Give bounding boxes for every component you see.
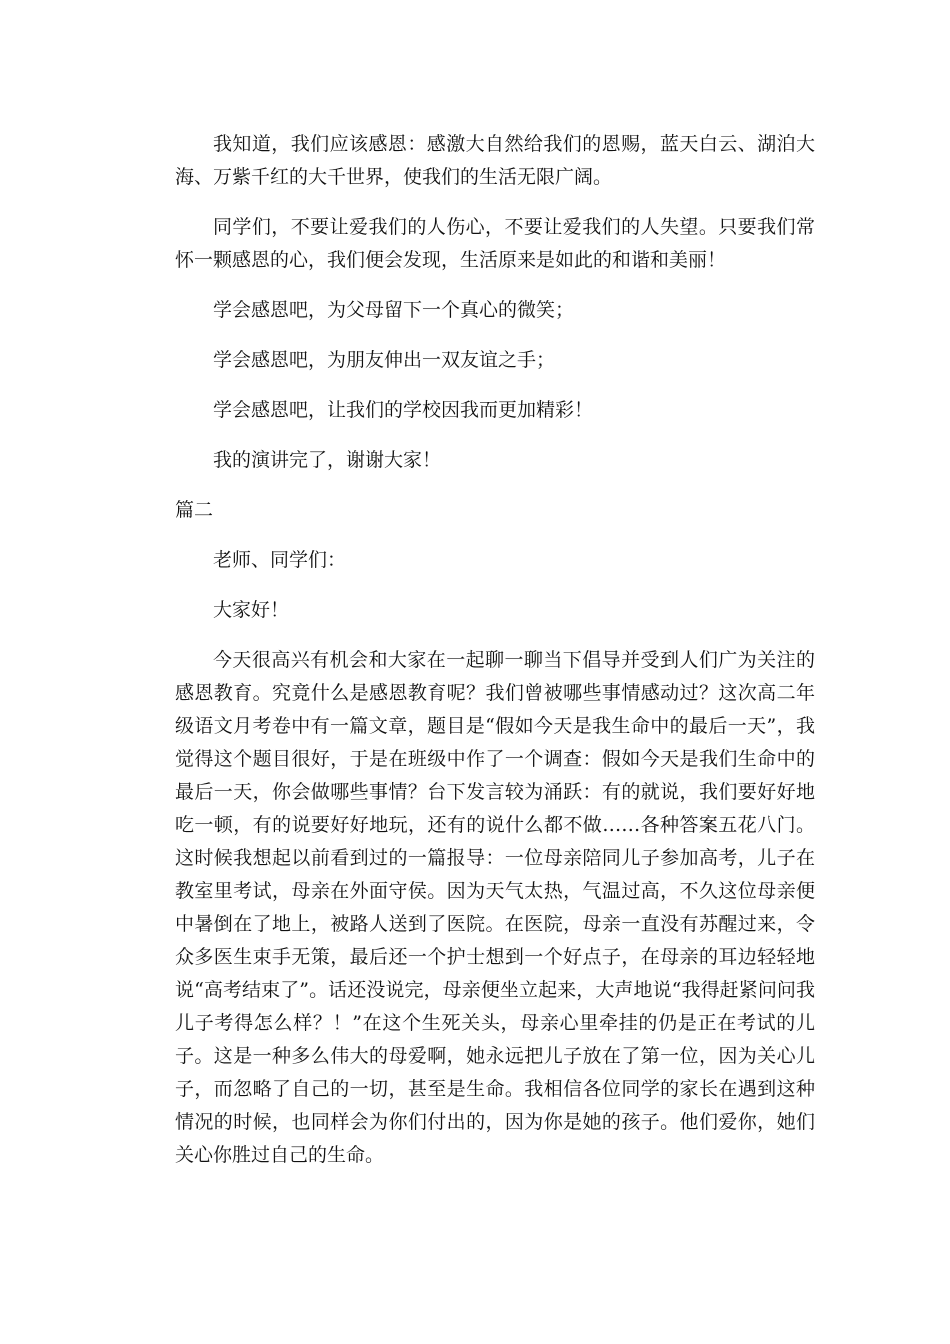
document-body [175, 128, 815, 1189]
paragraph-gratitude-nature: 我知道，我们应该感恩：感激大自然给我们的恩赐，蓝天白云、湖泊大海、万紫千红的大千世界，使我们的生活无限广阔。 [175, 133, 815, 188]
paragraph-speech-end: 我的演讲完了，谢谢大家！ [213, 449, 442, 471]
paragraph-gratitude-education: 今天很高兴有机会和大家在一起聊一聊当下倡导并受到人们广为关注的感恩教育。究竟什么是感恩教育呢？我们曾被哪些事情感动过？这次高二年级语文月考卷中有一篇文章，题目是“假如今天是我生命中的最后一天”，我觉得这个题目很好，于是在班级中作了一个调查：假如今天是我们生命中的最后一天，你会做哪些事情？台下发言较为涌跃：有的就说，我们要好好地吃一顿，有的说要好好地玩，还有的说什么都不做……各种答案五花八门。这时候我想起以前看到过的一篇报导：一位母亲陪同儿子参加高考，儿子在教室里考试，母亲在外面守侯。因为天气太热，气温过高，不久这位母亲便中暑倒在了地上，被路人送到了医院。在医院，母亲一直没有苏醒过来，令众多医生束手无策，最后还一个护士想到一个好点子，在母亲的耳边轻轻地说“高考结束了”。话还没说完，母亲便坐立起来，大声地说“我得赶紧问问我儿子考得怎么样？！”在这个生死关头，母亲心里牵挂的仍是正在考试的儿子。这是一种多么伟大的母爱啊，她永远把儿子放在了第一位，因为关心儿子，而忽略了自己的一切，甚至是生命。我相信各位同学的家长在遇到这种情况的时候，也同样会为你们付出的，因为你是她的孩子。他们爱你，她们关心你胜过自己的生命。 [175, 649, 815, 1166]
section-heading: 篇二 [175, 499, 214, 521]
paragraph-learn-gratitude-parents: 学会感恩吧，为父母留下一个真心的微笑； [213, 299, 575, 321]
paragraph-greeting: 大家好！ [213, 599, 290, 621]
paragraph-learn-gratitude-school: 学会感恩吧，让我们的学校因我而更加精彩！ [213, 399, 594, 421]
paragraph-learn-gratitude-friends: 学会感恩吧，为朋友伸出一双友谊之手； [213, 349, 556, 371]
paragraph-classmates: 同学们，不要让爱我们的人伤心，不要让爱我们的人失望。只要我们常怀一颗感恩的心，我们便会发现，生活原来是如此的和谐和美丽！ [175, 216, 815, 271]
paragraph-salutation: 老师、同学们： [213, 549, 347, 571]
